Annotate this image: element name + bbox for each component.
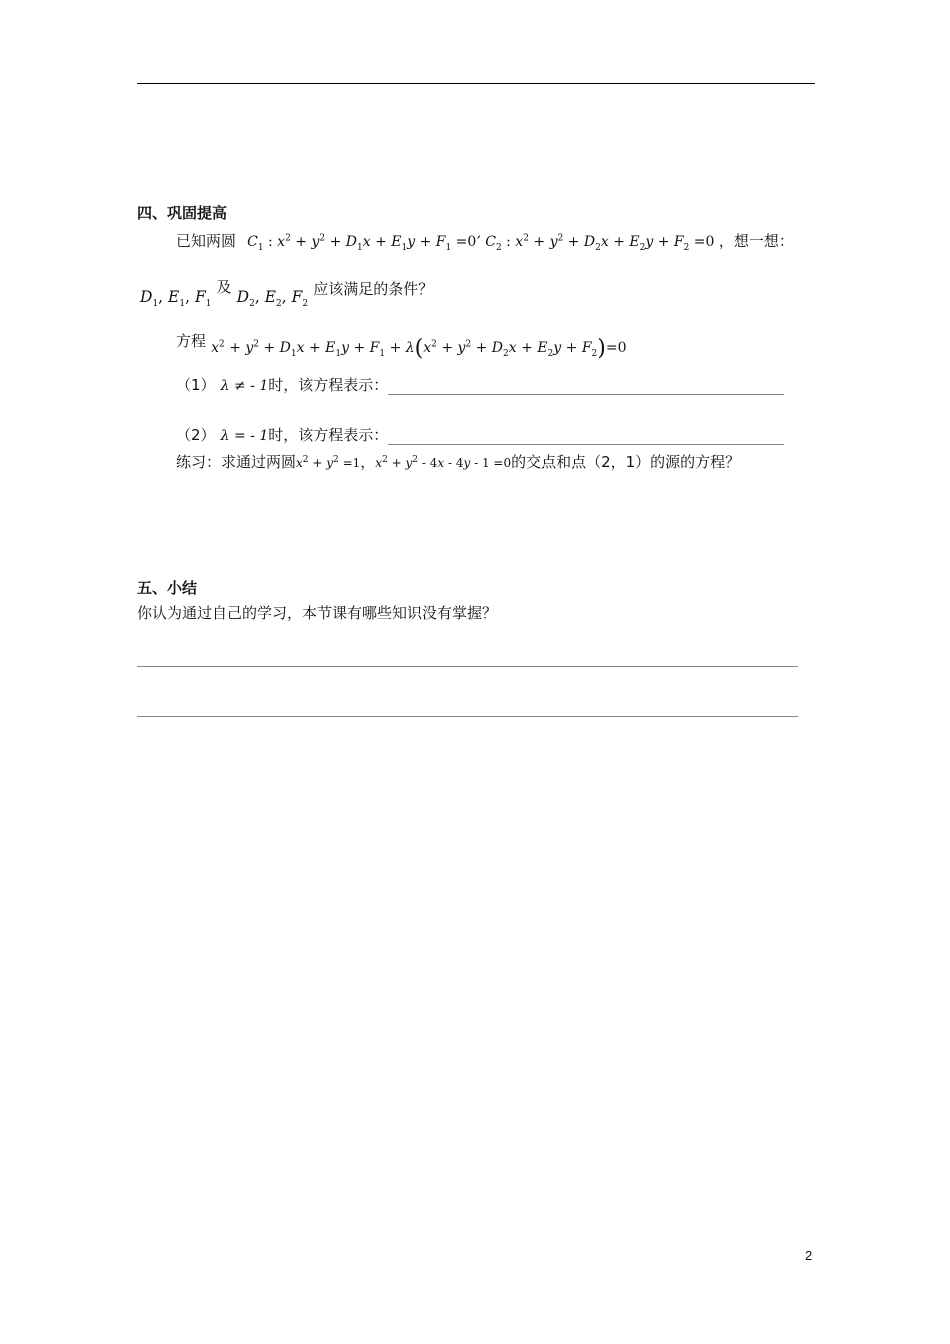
condition-text: 应该满足的条件？ — [313, 280, 434, 298]
circle2-equation: $C_2$ : $x^2 + y^2 + D_2x + E_2y + F_2 =0$ — [485, 233, 715, 253]
coefficients-line — [140, 276, 433, 309]
exercise-line — [176, 451, 740, 472]
case2-label: （2） — [176, 426, 216, 444]
exercise-mid: ， — [360, 453, 376, 471]
exercise-prefix: 练习：求通过两圆 — [176, 453, 297, 471]
coefficients-set2: $D_2$, $E_2$, $F_2$ — [236, 288, 309, 310]
case1-condition: λ ≠ - 1 — [220, 378, 269, 394]
case1-answer-blank[interactable] — [388, 380, 784, 395]
exercise-circle2: $x^2 + y^2 - 4x - 4y - 1 =0$ — [375, 455, 512, 470]
pencil-equation: $x^2 + y^2 + D_1x + E_1y + F_1 + \lambda(x^2 + y^2 + D_2x + E_2y + F_2)=0$ — [211, 336, 627, 361]
exercise-circle1: $x^2 + y^2 =1$ — [296, 455, 361, 470]
case1-line — [176, 374, 784, 395]
case2-text: 时，该方程表示： — [268, 426, 389, 444]
section4-title: 四、巩固提高 — [137, 204, 228, 222]
equation-line — [176, 330, 627, 361]
case1-text: 时，该方程表示： — [268, 376, 389, 394]
answer-line-1[interactable] — [137, 666, 798, 667]
intro-prefix: 已知两圆 — [176, 232, 237, 250]
intro-suffix: ，想一想： — [718, 232, 794, 250]
case2-answer-blank[interactable] — [388, 430, 784, 445]
case1-label: （1） — [176, 376, 216, 394]
section5-title: 五、小结 — [137, 579, 198, 597]
answer-line-2[interactable] — [137, 716, 798, 717]
coefficients-set1: $D_1$, $E_1$, $F_1$ — [140, 288, 212, 310]
circle1-equation: $C_1$ : $x^2 + y^2 + D_1x + E_1y + F_1 =0$’ — [247, 233, 486, 253]
section5-question: 你认为通过自己的学习，本节课有哪些知识没有掌握？ — [137, 604, 498, 622]
page-number: 2 — [805, 1248, 813, 1263]
intro-line — [176, 230, 794, 253]
equation-prefix: 方程 — [176, 332, 207, 350]
case2-line — [176, 424, 784, 445]
case2-condition: λ = - 1 — [220, 428, 269, 444]
exercise-suffix: 的交点和点（2，1）的源的方程？ — [511, 453, 741, 471]
header-rule — [137, 83, 815, 84]
and-word: 及 — [216, 278, 232, 296]
